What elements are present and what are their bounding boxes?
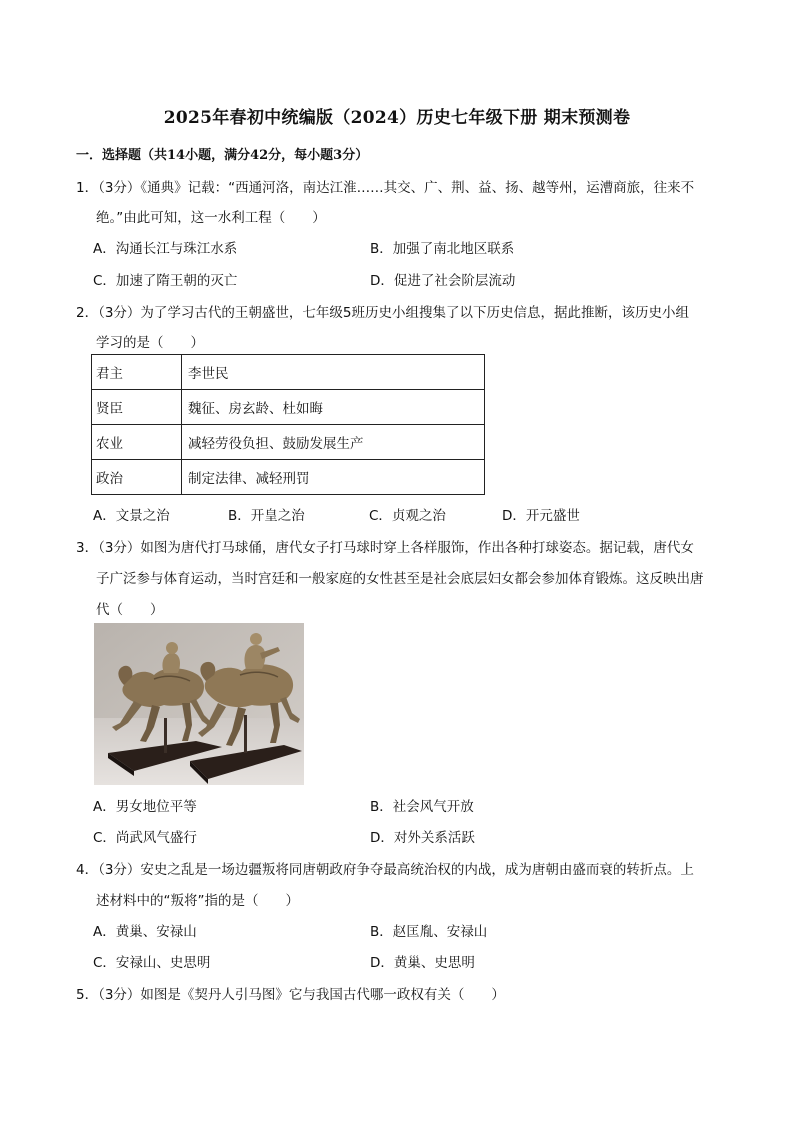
q2-option-a: A．文景之治 <box>93 508 170 524</box>
q1-stem-line1: 1．（3分）《通典》记载：“西通河洛，南达江淮……其交、广、荆、益、扬、越等州，运漕商旅，往来不 <box>76 180 695 196</box>
table-cell-key: 君主 <box>92 355 182 390</box>
table-cell-value: 减轻劳役负担、鼓励发展生产 <box>182 425 485 460</box>
table-cell-key: 政治 <box>92 460 182 495</box>
q1-option-a: A．沟通长江与珠江水系 <box>93 241 238 257</box>
q4-stem-line1: 4．（3分）安史之乱是一场边疆叛将同唐朝政府争夺最高统治权的内战，成为唐朝由盛而衰的转折点。上 <box>76 862 694 878</box>
table-cell-key: 农业 <box>92 425 182 460</box>
q3-stem-line1: 3．（3分）如图为唐代打马球俑，唐代女子打马球时穿上各样服饰，作出各种打球姿态。据记载，唐代女 <box>76 540 694 556</box>
q1-option-c: C．加速了隋王朝的灭亡 <box>93 273 238 289</box>
q1-stem-line2: 绝。”由此可知，这一水利工程（ ） <box>96 210 326 226</box>
section-heading: 一．选择题（共14小题，满分42分，每小题3分） <box>76 148 369 163</box>
table-row <box>92 425 485 460</box>
q2-option-b: B．开皇之治 <box>228 508 305 524</box>
q3-stem-line2: 子广泛参与体育运动，当时宫廷和一般家庭的女性甚至是社会底层妇女都会参加体育锻炼。这反映出唐 <box>96 571 704 587</box>
table-cell-value: 制定法律、减轻刑罚 <box>182 460 485 495</box>
q2-info-table <box>91 354 485 495</box>
q1-option-d: D．促进了社会阶层流动 <box>370 273 516 289</box>
table-cell-key: 贤臣 <box>92 390 182 425</box>
q3-option-d: D．对外关系活跃 <box>370 830 475 846</box>
q4-option-b: B．赵匡胤、安禄山 <box>370 924 488 940</box>
table-cell-value: 魏征、房玄龄、杜如晦 <box>182 390 485 425</box>
q4-option-c: C．安禄山、史思明 <box>93 955 211 971</box>
q2-option-c: C．贞观之治 <box>369 508 446 524</box>
q3-stem-line3: 代（ ） <box>96 602 164 618</box>
polo-figurine-photo <box>94 623 304 785</box>
q2-stem-line1: 2．（3分）为了学习古代的王朝盛世，七年级5班历史小组搜集了以下历史信息，据此推断，该历史小组 <box>76 305 690 321</box>
page-title: 2025年春初中统编版（2024）历史七年级下册 期末预测卷 <box>163 108 631 128</box>
table-cell-value: 李世民 <box>182 355 485 390</box>
q3-option-a: A．男女地位平等 <box>93 799 197 815</box>
q2-option-d: D．开元盛世 <box>502 508 580 524</box>
q3-option-b: B．社会风气开放 <box>370 799 474 815</box>
table-row <box>92 390 485 425</box>
q2-stem-line2: 学习的是（ ） <box>96 335 204 351</box>
q1-option-b: B．加强了南北地区联系 <box>370 241 515 257</box>
q4-option-d: D．黄巢、史思明 <box>370 955 475 971</box>
table-row <box>92 355 485 390</box>
table-row <box>92 460 485 495</box>
q3-option-c: C．尚武风气盛行 <box>93 830 197 846</box>
q5-stem-line1: 5．（3分）如图是《契丹人引马图》它与我国古代哪一政权有关（ ） <box>76 987 505 1003</box>
q4-stem-line2: 述材料中的“叛将”指的是（ ） <box>96 893 299 909</box>
q4-option-a: A．黄巢、安禄山 <box>93 924 197 940</box>
